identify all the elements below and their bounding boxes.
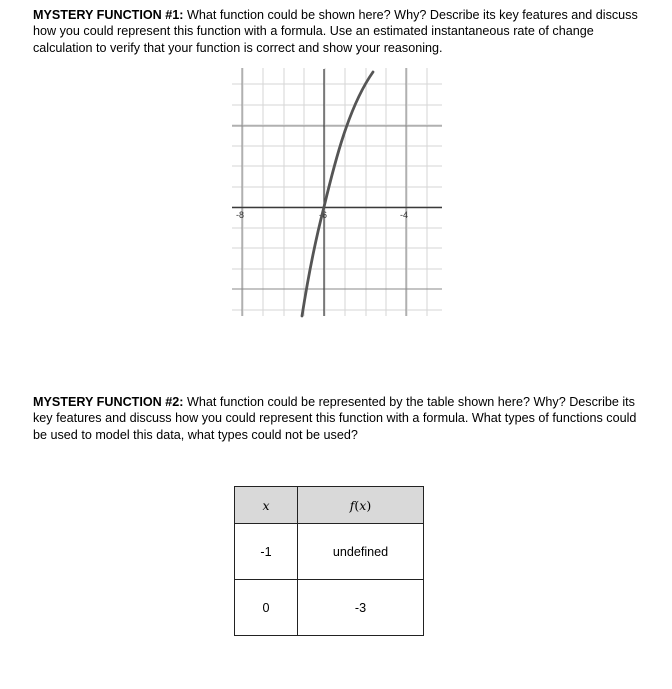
table-cell-x: 0 [235, 580, 298, 636]
problem-2-heading: MYSTERY FUNCTION #2: [33, 395, 184, 409]
mystery-graph [231, 66, 443, 318]
problem-2-body: What function could be represented by the table shown here? Why? Describe its key features and discuss how you could represent this function with a formula. What types of functions could be used to model this data, what types could not be used? [33, 395, 637, 442]
tick-label-neg6: -6 [319, 210, 328, 220]
problem-1-text [33, 7, 645, 56]
table-cell-fx: -3 [298, 580, 424, 636]
table-cell-fx: undefined [298, 524, 424, 580]
table-header-row [235, 487, 424, 524]
tick-label-neg8: -8 [236, 210, 245, 220]
function-curve [302, 72, 373, 316]
table-cell-x: -1 [235, 524, 298, 580]
header-fx: f(x) [298, 487, 424, 524]
problem-2-text [33, 394, 645, 443]
function-table [234, 486, 424, 636]
minor-grid [232, 68, 442, 316]
table-row [235, 524, 424, 580]
problem-1-heading: MYSTERY FUNCTION #1: [33, 8, 184, 22]
problem-1-body: What function could be shown here? Why? Describe its key features and discuss how you could represent this function with a formula. Use an estimated instantaneous rate of change calculation to verify that your function is correct and show your reasoning. [33, 8, 638, 55]
table-row [235, 580, 424, 636]
tick-label-neg4: -4 [400, 210, 409, 220]
header-x: x [235, 487, 298, 524]
